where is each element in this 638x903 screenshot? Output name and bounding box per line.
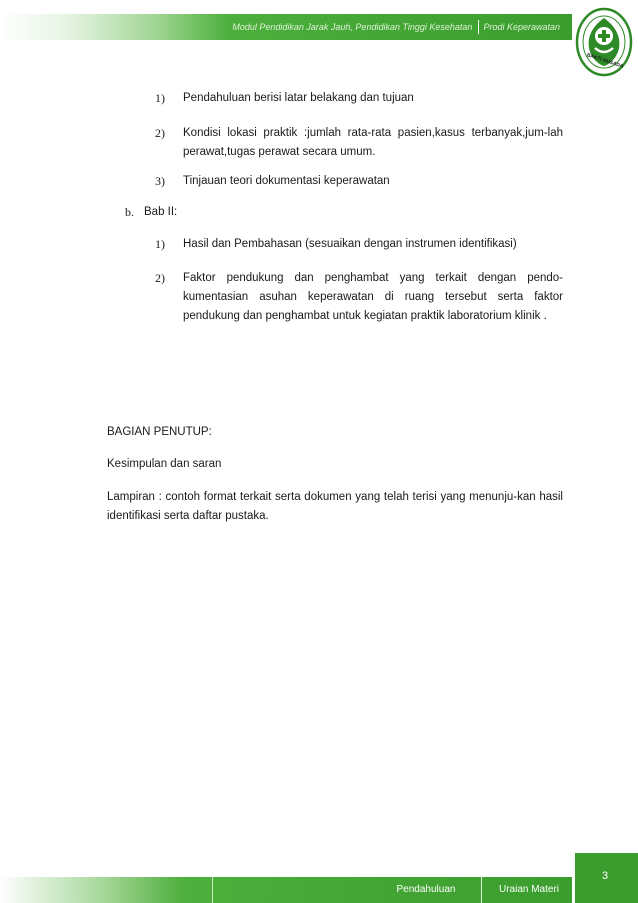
- logo-text: BAKTI HUSADA: [585, 52, 625, 70]
- nav-material-link[interactable]: Uraian Materi: [498, 884, 560, 895]
- section-label: Bab II:: [144, 206, 178, 218]
- item-number: 3): [155, 174, 165, 188]
- list-item-text: Kondisi lokasi praktik :jumlah rata-rata pasien,kasus terbanyak,jum-lah perawat,tugas perawat secara umum.: [183, 127, 563, 158]
- nav-intro-link[interactable]: Pendahuluan: [396, 884, 456, 895]
- program-name: Prodi Keperawatan: [483, 22, 560, 32]
- page-number-box: [575, 853, 638, 903]
- attachment-paragraph: Lampiran : contoh format terkait serta dokumen yang telah terisi yang menunju-kan hasil identifikasi serta daftar pustaka.: [107, 491, 563, 522]
- bakti-husada-logo-icon: [573, 6, 635, 78]
- closing-heading: BAGIAN PENUTUP:: [107, 426, 212, 438]
- page-number: 3: [602, 870, 609, 882]
- item-number: 2): [155, 126, 165, 140]
- footer-divider: [212, 877, 213, 903]
- list-item-text: Pendahuluan berisi latar belakang dan tujuan: [183, 92, 414, 104]
- item-number: 2): [155, 271, 165, 285]
- header-text: [0, 14, 560, 40]
- list-item-text: Tinjauan teori dokumentasi keperawatan: [183, 175, 390, 187]
- item-number: 1): [155, 237, 165, 251]
- conclusion-line: Kesimpulan dan saran: [107, 458, 222, 470]
- item-number: 1): [155, 91, 165, 105]
- list-item-text: Hasil dan Pembahasan (sesuaikan dengan instrumen identifikasi): [183, 238, 517, 250]
- header-divider: [478, 20, 479, 34]
- footer-divider: [481, 877, 482, 903]
- list-item-text: Faktor pendukung dan penghambat yang terkait dengan pendo-kumentasian asuhan keperawatan di ruang tersebut serta faktor pendukung dan penghambat untuk kegiatan praktik laboratorium klinik .: [183, 272, 563, 322]
- module-title: Modul Pendidikan Jarak Jauh, Pendidikan Tinggi Kesehatan: [232, 22, 473, 32]
- section-marker: b.: [125, 205, 134, 219]
